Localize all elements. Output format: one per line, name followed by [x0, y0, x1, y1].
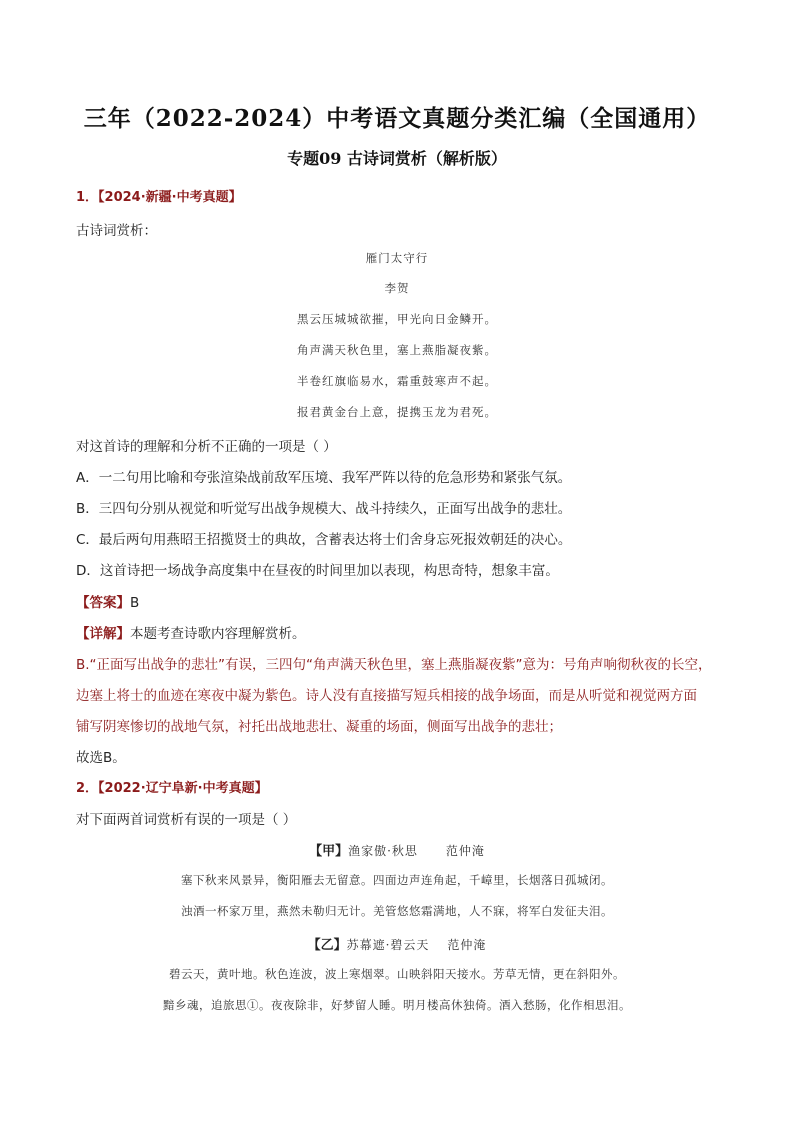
detail-label: 【详解】 — [76, 626, 130, 642]
poem-2-line: 碧云天，黄叶地。秋色连波，波上寒烟翠。山映斜阳天接水。芳草无情，更在斜阳外。 — [169, 967, 625, 981]
answer-line — [76, 591, 139, 611]
poem-line: 黑云压城城欲摧，甲光向日金鳞开。 — [297, 312, 497, 326]
option-c: C．最后两句用燕昭王招揽贤士的典故，含蓄表达将士们舍身忘死报效朝廷的决心。 — [76, 532, 572, 548]
question-2-stem: 对下面两首词赏析有误的一项是（ ） — [76, 812, 297, 828]
poem-2-author: 范仲淹 — [447, 938, 487, 952]
detail-line — [76, 622, 306, 642]
poem-1-line: 塞下秋来风景异，衡阳雁去无留意。四面边声连角起，千嶂里，长烟落日孤城闭。 — [181, 873, 613, 887]
question-1-stem: 对这首诗的理解和分析不正确的一项是（ ） — [76, 439, 337, 455]
poem-1-heading — [0, 840, 794, 859]
poem-2-bracket: 【乙】 — [307, 938, 347, 953]
option-b: B．三四句分别从视觉和听觉写出战争规模大、战斗持续久，正面写出战争的悲壮。 — [76, 501, 572, 517]
answer-label: 【答案】 — [76, 595, 130, 611]
option-d: D．这首诗把一场战争高度集中在昼夜的时间里加以表现，构思奇特，想象丰富。 — [76, 563, 559, 579]
poem-1-title: 渔家傲·秋思 — [348, 844, 418, 858]
option-a: A．一二句用比喻和夸张渲染战前敌军压境、我军严阵以待的危急形势和紧张气氛。 — [76, 470, 572, 486]
poem-1-bracket: 【甲】 — [309, 844, 349, 859]
poem-author: 李贺 — [384, 281, 410, 295]
poem-line: 角声满天秋色里，塞上燕脂凝夜紫。 — [297, 343, 497, 357]
conclusion: 故选B。 — [76, 750, 126, 766]
question-1-intro: 古诗词赏析： — [76, 223, 157, 239]
poem-2-line: 黯乡魂，追旅思①。夜夜除非，好梦留人睡。明月楼高休独倚。酒入愁肠，化作相思泪。 — [163, 998, 631, 1012]
answer-value: B — [130, 595, 140, 611]
poem-line: 半卷红旗临易水，霜重鼓寒声不起。 — [297, 374, 497, 388]
explanation-line: B.“正面写出战争的悲壮”有误，三四句“角声满天秋色里，塞上燕脂凝夜紫”意为：号角声响彻秋夜的长空， — [76, 657, 712, 673]
poem-2-heading — [0, 934, 794, 953]
main-title: 三年（2022-2024）中考语文真题分类汇编（全国通用） — [83, 105, 711, 132]
sub-title: 专题09 古诗词赏析（解析版） — [287, 149, 507, 168]
poem-title: 雁门太守行 — [365, 251, 429, 265]
poem-2-title: 苏幕遮·碧云天 — [346, 938, 430, 952]
detail-text: 本题考查诗歌内容理解赏析。 — [130, 626, 306, 642]
poem-line: 报君黄金台上意，提携玉龙为君死。 — [297, 405, 497, 419]
question-2-header: 2．【2022·辽宁阜新·中考真题】 — [76, 781, 268, 796]
poem-1-author: 范仲淹 — [445, 844, 485, 858]
explanation-line: 铺写阴寒惨切的战地气氛，衬托出战地悲壮、凝重的场面，侧面写出战争的悲壮； — [76, 719, 562, 735]
question-1-header: 1．【2024·新疆·中考真题】 — [76, 190, 242, 205]
explanation-line: 边塞上将士的血迹在寒夜中凝为紫色。诗人没有直接描写短兵相接的战争场面，而是从听觉和视觉两方面 — [76, 688, 697, 704]
poem-1-line: 浊酒一杯家万里，燕然未勒归无计。羌管悠悠霜满地，人不寐，将军白发征夫泪。 — [181, 904, 613, 918]
